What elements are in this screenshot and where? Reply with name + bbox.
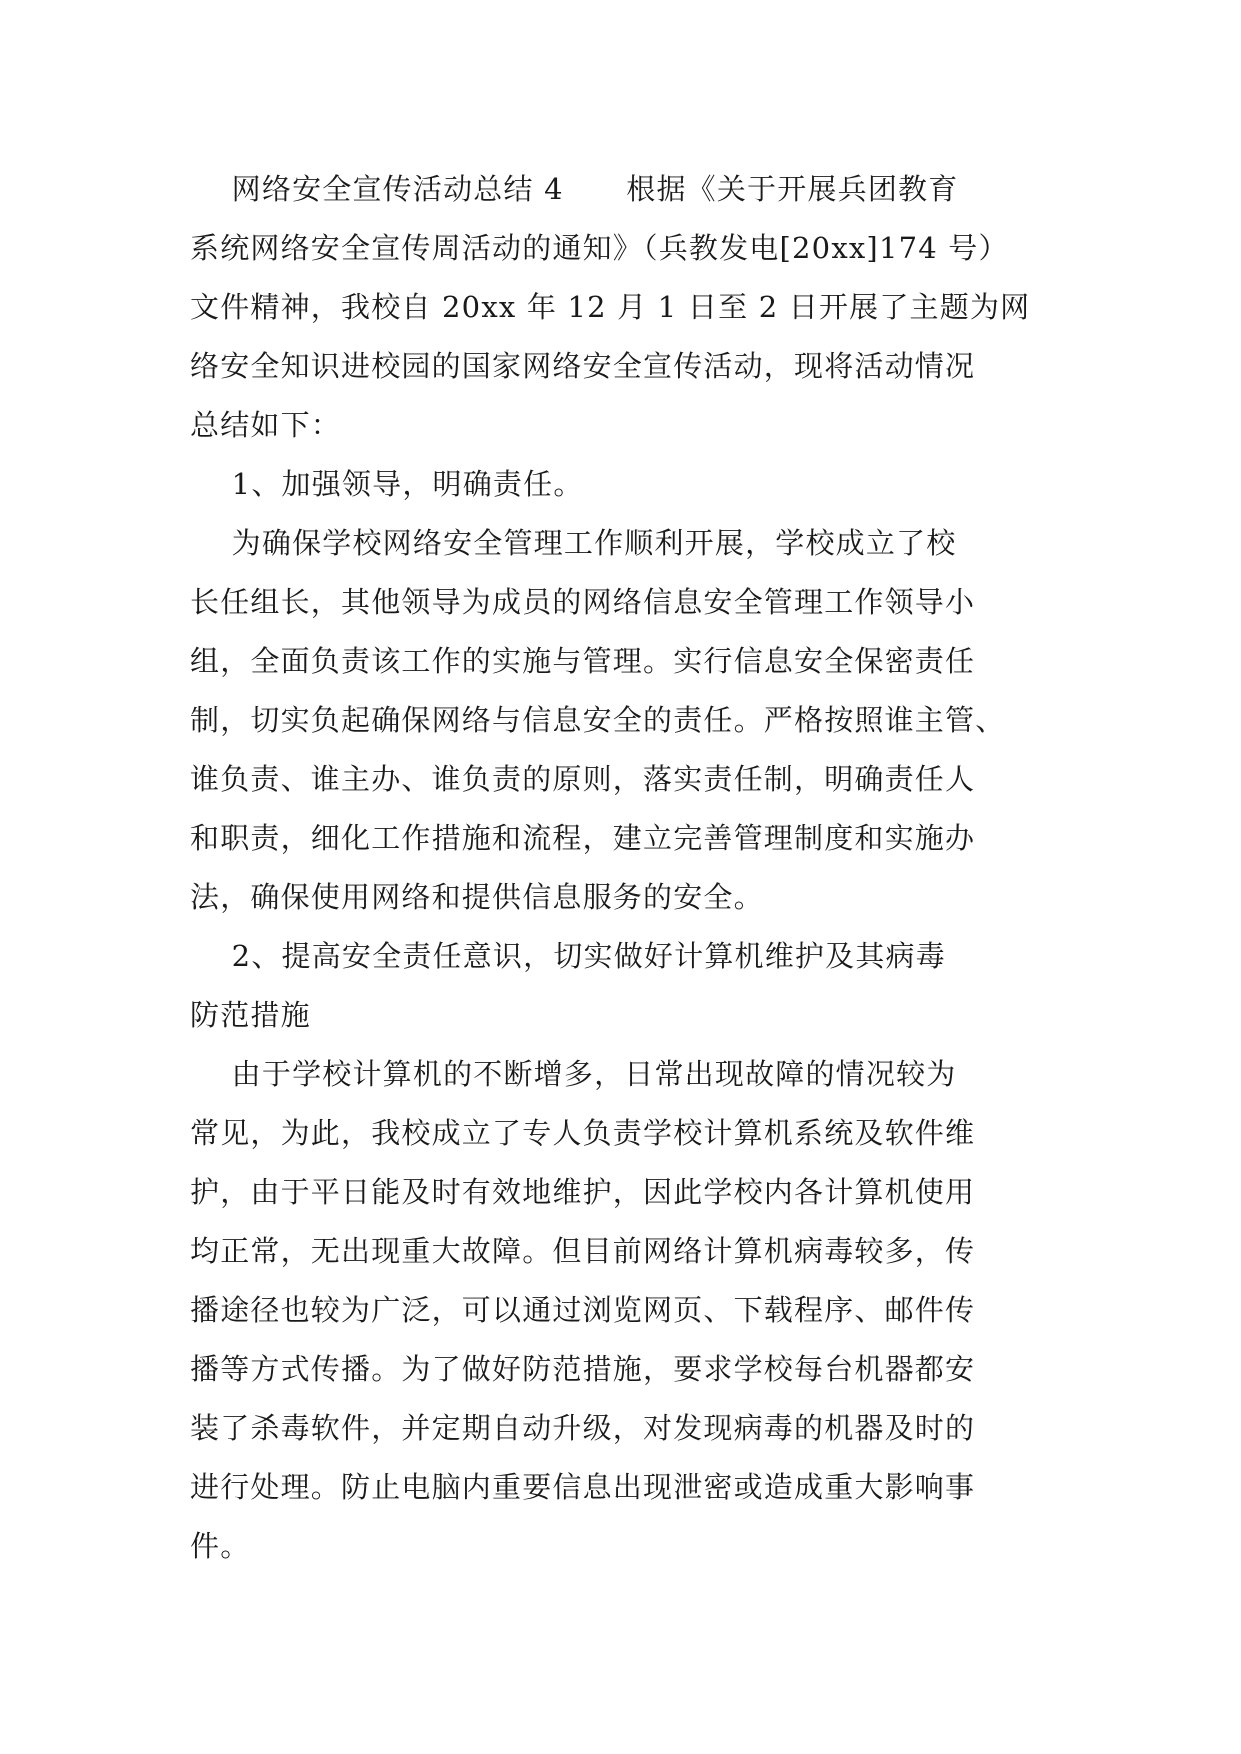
text-line: 进行处理。防止电脑内重要信息出现泄密或造成重大影响事 <box>190 1470 976 1504</box>
text-line: 件。 <box>190 1529 251 1563</box>
text-line: 组，全面负责该工作的实施与管理。实行信息安全保密责任 <box>190 644 976 678</box>
text-line: 和职责，细化工作措施和流程，建立完善管理制度和实施办 <box>190 821 976 855</box>
text-line: 常见，为此，我校成立了专人负责学校计算机系统及软件维 <box>190 1116 976 1150</box>
text-line: 播等方式传播。为了做好防范措施，要求学校每台机器都安 <box>190 1352 976 1386</box>
text-line: 制，切实负起确保网络与信息安全的责任。严格按照谁主管、 <box>190 703 1006 737</box>
document-body <box>190 160 1060 1576</box>
text-line: 装了杀毒软件，并定期自动升级，对发现病毒的机器及时的 <box>190 1411 976 1445</box>
text-line: 总结如下： <box>190 408 342 442</box>
section-heading-2-cont: 防范措施 <box>190 998 311 1032</box>
text-line: 均正常，无出现重大故障。但目前网络计算机病毒较多，传 <box>190 1234 976 1268</box>
section-heading-1: 1、加强领导，明确责任。 <box>190 467 584 501</box>
text-line: 络安全知识进校园的国家网络安全宣传活动，现将活动情况 <box>190 349 976 383</box>
text-line: 谁负责、谁主办、谁负责的原则，落实责任制，明确责任人 <box>190 762 976 796</box>
text-line: 网络安全宣传活动总结 4 根据《关于开展兵团教育 <box>190 172 959 206</box>
section-heading-2: 2、提高安全责任意识，切实做好计算机维护及其病毒 <box>190 939 946 973</box>
text-line: 长任组长，其他领导为成员的网络信息安全管理工作领导小 <box>190 585 976 619</box>
text-line: 播途径也较为广泛，可以通过浏览网页、下载程序、邮件传 <box>190 1293 976 1327</box>
text-line: 文件精神，我校自 20xx 年 12 月 1 日至 2 日开展了主题为网 <box>190 290 1031 324</box>
text-line: 法，确保使用网络和提供信息服务的安全。 <box>190 880 764 914</box>
text-line: 由于学校计算机的不断增多，日常出现故障的情况较为 <box>190 1057 957 1091</box>
text-line: 护，由于平日能及时有效地维护，因此学校内各计算机使用 <box>190 1175 976 1209</box>
text-line: 系统网络安全宣传周活动的通知》（兵教发电[20xx]174 号） <box>190 231 1009 265</box>
text-line: 为确保学校网络安全管理工作顺利开展，学校成立了校 <box>190 526 957 560</box>
